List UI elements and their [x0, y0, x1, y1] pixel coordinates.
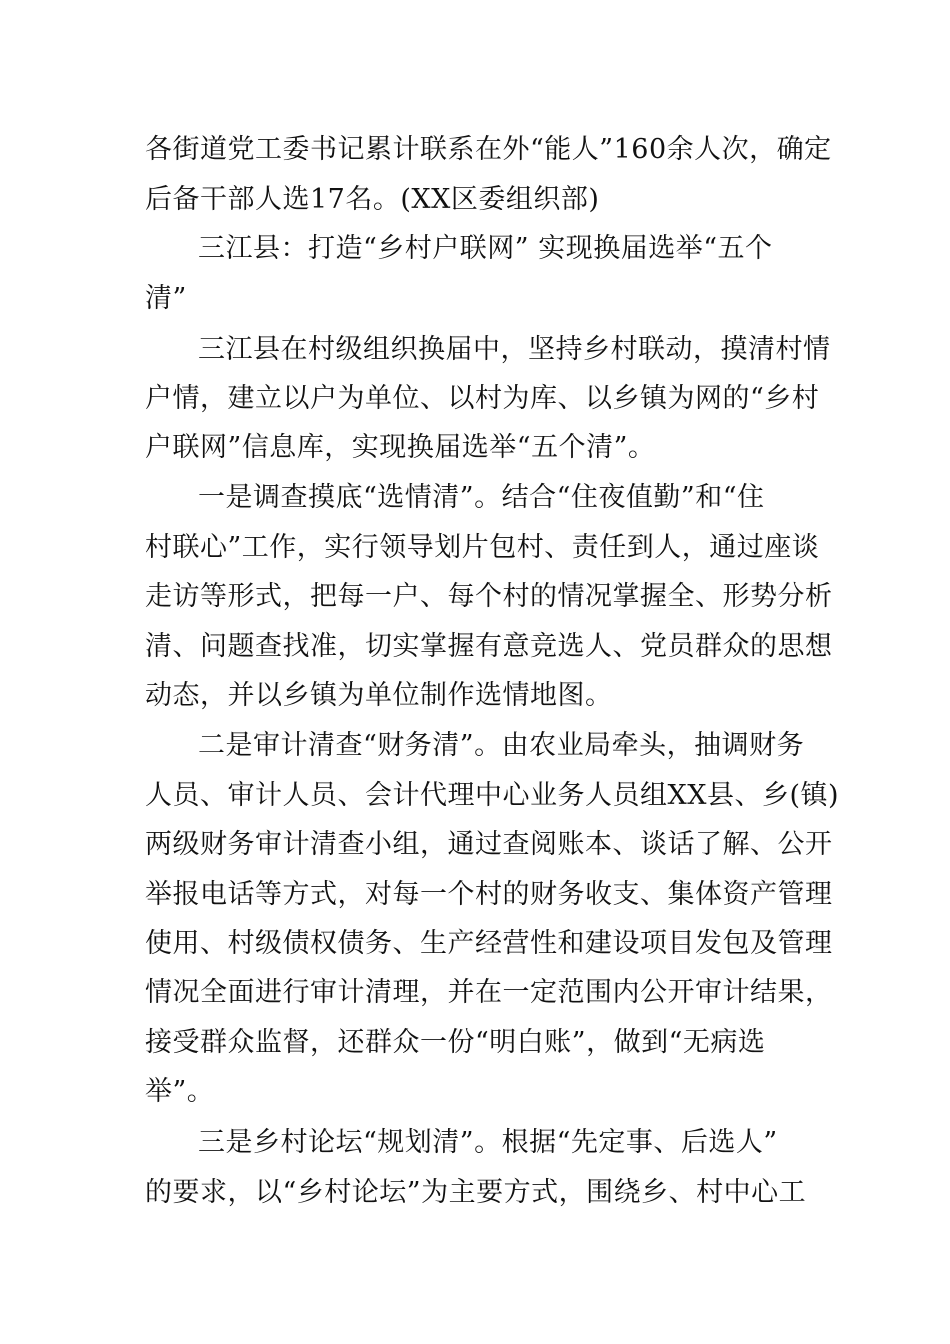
section-heading: 清” [145, 283, 187, 314]
text-line: 举报电话等方式，对每一个村的财务收支、集体资产管理 [145, 879, 833, 910]
text-line: 两级财务审计清查小组，通过查阅账本、谈话了解、公开 [145, 829, 833, 860]
text-line: 清、问题查找准，切实掌握有意竞选人、党员群众的思想 [145, 631, 833, 662]
text-line: 人员、审计人员、会计代理中心业务人员组XX县、乡(镇) [145, 780, 840, 811]
text-line: 举”。 [145, 1076, 215, 1107]
text-line: 走访等形式，把每一户、每个村的情况掌握全、形势分析 [145, 581, 833, 612]
text-line: 各街道党工委书记累计联系在外“能人”160余人次，确定 [145, 134, 832, 165]
text-line: 三江县在村级组织换届中，坚持乡村联动，摸清村情 [198, 334, 831, 365]
text-line: 接受群众监督，还群众一份“明白账”，做到“无病选 [145, 1027, 766, 1058]
text-line: 户情，建立以户为单位、以村为库、以乡镇为网的“乡村 [145, 383, 820, 414]
text-line: 二是审计清查“财务清”。由农业局牵头，抽调财务 [198, 730, 805, 761]
text-line: 村联心”工作，实行领导划片包村、责任到人，通过座谈 [145, 532, 820, 563]
text-line: 情况全面进行审计清理，并在一定范围内公开审计结果， [145, 977, 833, 1008]
text-line: 动态，并以乡镇为单位制作选情地图。 [145, 680, 613, 711]
text-line: 一是调查摸底“选情清”。结合“住夜值勤”和“住 [198, 482, 765, 513]
text-line: 的要求，以“乡村论坛”为主要方式，围绕乡、村中心工 [145, 1177, 807, 1208]
section-heading: 三江县：打造“乡村户联网” 实现换届选举“五个 [198, 233, 773, 264]
text-line: 使用、村级债权债务、生产经营性和建设项目发包及管理 [145, 928, 833, 959]
text-line: 户联网”信息库，实现换届选举“五个清”。 [145, 432, 656, 463]
text-line: 三是乡村论坛“规划清”。根据“先定事、后选人” [198, 1127, 778, 1158]
text-line: 后备干部人选17名。(XX区委组织部) [145, 184, 600, 215]
